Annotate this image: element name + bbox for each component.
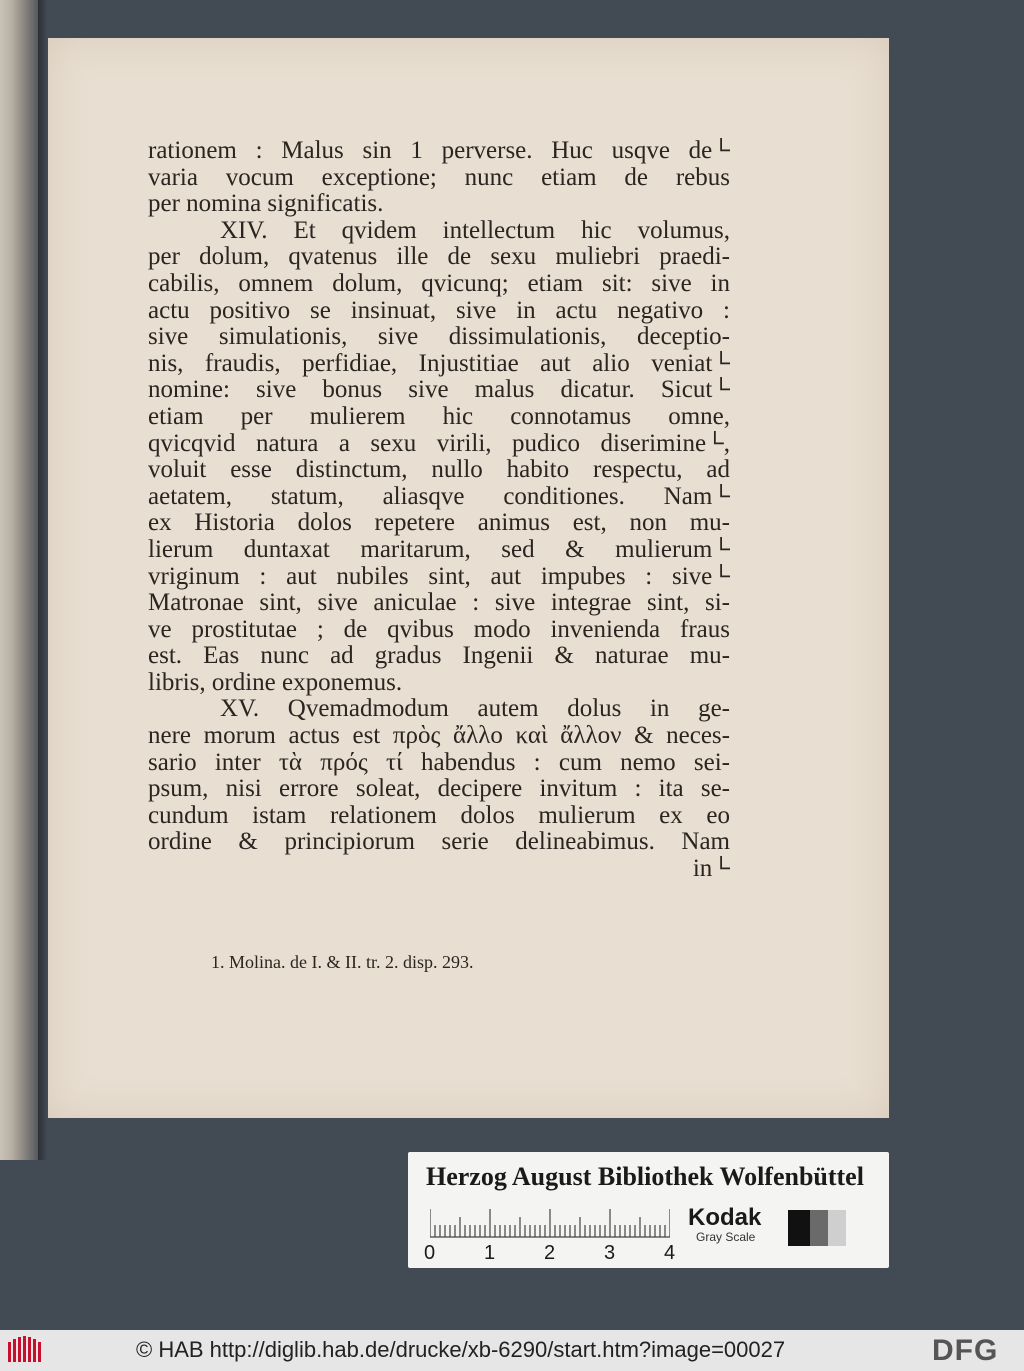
section-heading-line: XIV. Et qvidem intellectum hic volumus, [220, 217, 730, 244]
dfg-logo: DFG [932, 1334, 999, 1367]
page-body-text [148, 138, 730, 883]
ruler-numbers [424, 1242, 684, 1266]
kodak-brand: Kodak [688, 1204, 762, 1231]
text-line: nere morum actus est πρὸς ἄλλο καὶ ἄλλον & neces- [148, 723, 730, 750]
text-line: est. Eas nunc ad gradus Ingenii & naturae mu- [148, 643, 730, 670]
library-color-card [408, 1152, 889, 1268]
text-line: sario inter τὰ πρός τί habendus : cum nemo sei- [148, 749, 730, 776]
library-name: Herzog August Bibliothek Wolfenbüttel [426, 1162, 864, 1191]
text-line: psum, nisi errore soleat, decipere invitum : ita se- [148, 776, 730, 803]
gray-swatch-mid [810, 1210, 828, 1246]
text-line: voluit esse distinctum, nullo habito respectu, ad [148, 457, 730, 484]
gray-swatch-black [788, 1210, 810, 1246]
book-binding-edge [0, 0, 38, 1160]
text-line: actu positivo se insinuat, sive in actu negativo : [148, 297, 730, 324]
ruler-number: 2 [544, 1242, 556, 1264]
text-line: qvicqvid natura a sexu virili, pudico diserimine└, [148, 430, 730, 457]
footer-bar [0, 1330, 1024, 1371]
section-heading-line: XV. Qvemadmodum autem dolus in ge- [220, 696, 730, 723]
text-line: nis, fraudis, perfidiae, Injustitiae aut alio veniat└ [148, 350, 730, 377]
catchword: in└ [692, 856, 730, 883]
text-line: lierum duntaxat maritarum, sed & mulierum└ [148, 536, 730, 563]
gray-swatch-light [828, 1210, 846, 1246]
text-line: per dolum, qvatenus ille de sexu muliebri praedi- [148, 244, 730, 271]
text-line: Matronae sint, sive aniculae : sive integrae sint, si- [148, 590, 730, 617]
text-line: cabilis, omnem dolum, qvicunq; etiam sit: sive in [148, 270, 730, 297]
text-line: varia vocum exceptione; nunc etiam de rebus [148, 164, 730, 191]
ruler-scale [430, 1208, 670, 1238]
footnote: 1. Molina. de I. & II. tr. 2. disp. 293. [211, 952, 474, 972]
ruler-number: 4 [664, 1242, 676, 1264]
text-line: per nomina significatis. [148, 191, 384, 218]
text-line: aetatem, statum, aliasqve conditiones. Nam└ [148, 483, 730, 510]
text-line: nomine: sive bonus sive malus dicatur. Sicut└ [148, 377, 730, 404]
hab-logo-icon [8, 1336, 42, 1364]
text-line: vriginum : aut nubiles sint, aut impubes : sive└ [148, 563, 730, 590]
text-line: cundum istam relationem dolos mulierum ex eo [148, 802, 730, 829]
text-line: ve prostitutae ; de qvibus modo invenienda fraus [148, 616, 730, 643]
text-line: libris, ordine exponemus. [148, 669, 403, 696]
text-line: ex Historia dolos repetere animus est, non mu- [148, 510, 730, 537]
source-link[interactable]: © HAB http://diglib.hab.de/drucke/xb-6290/start.htm?image=00027 [136, 1337, 786, 1362]
ruler-number: 3 [604, 1242, 616, 1264]
text-line: rationem : Malus sin 1 perverse. Huc usqve de└ [148, 138, 730, 164]
text-line: sive simulationis, sive dissimulationis, deceptio- [148, 324, 730, 351]
book-binding-shadow [38, 0, 48, 1160]
text-line: etiam per mulierem hic connotamus omne, [148, 403, 730, 430]
text-line: ordine & principiorum serie delineabimus. Nam [148, 829, 730, 856]
gray-scale-caption: Gray Scale [696, 1230, 756, 1244]
book-page [48, 38, 889, 1118]
ruler-number: 1 [484, 1242, 496, 1264]
ruler-number: 0 [424, 1242, 436, 1264]
